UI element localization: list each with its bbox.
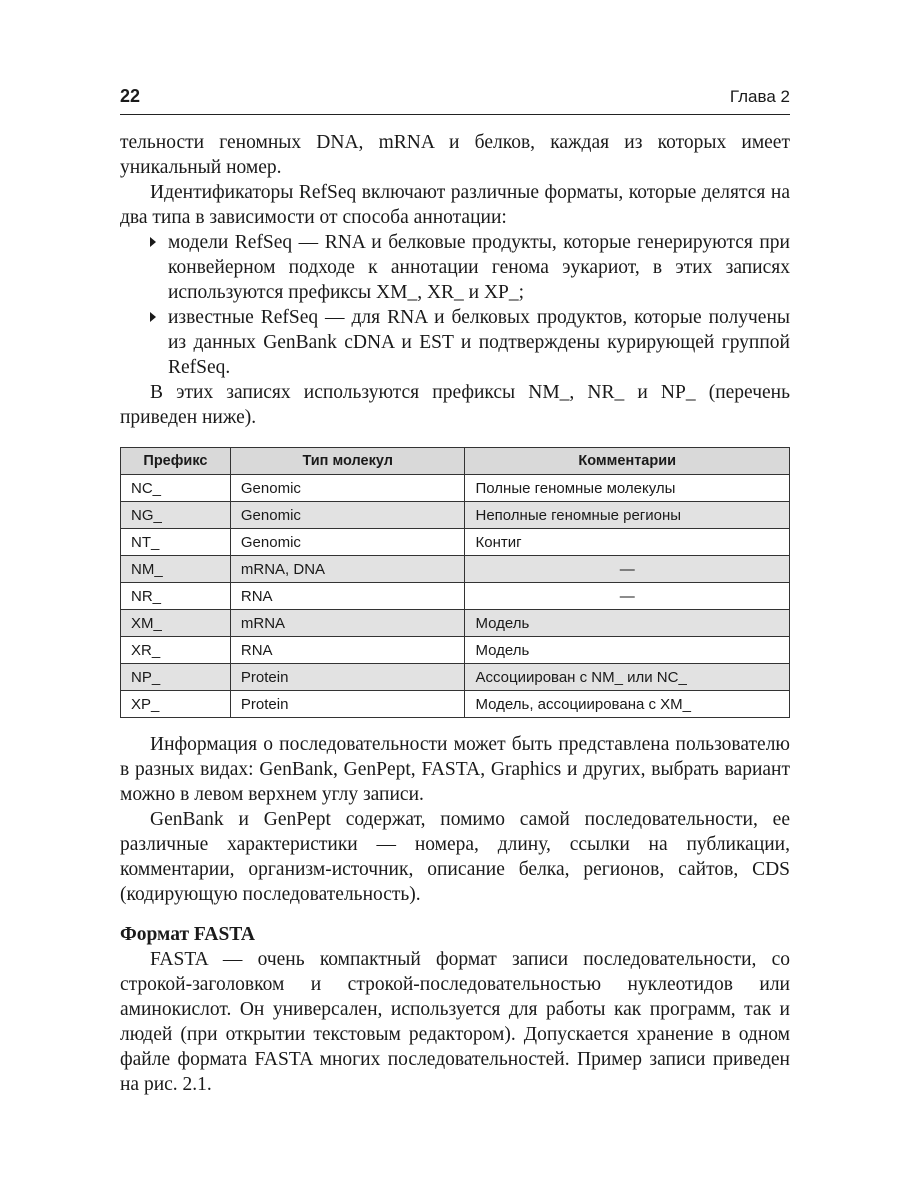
table-row [121,637,790,664]
table-row [121,610,790,637]
cell-molecule-type: Genomic [230,529,465,556]
cell-comment: — [465,583,790,610]
paragraph-prefixes: В этих записях используются префиксы NM_, NR_ и NP_ (перечень приведен ниже). [120,382,790,428]
book-page [120,84,790,1097]
table-row [121,556,790,583]
column-header-prefix: Префикс [121,448,231,475]
cell-comment: Ассоциирован с NM_ или NC_ [465,664,790,691]
cell-molecule-type: mRNA [230,610,465,637]
running-header [120,84,790,115]
column-header-comments: Комментарии [465,448,790,475]
list-item [150,230,790,305]
cell-comment: Модель, ассоциирована с XM_ [465,691,790,718]
paragraph-fasta: FASTA — очень компактный формат записи последовательности, со строкой-заголовком и строкой-последовательностью нуклеотидов или аминокислот. Он универсален, используется для работы как программ, так и людей (при открытии текстовым редактором). Допускается хранение в одном файле формата FASTA многих последовательностей. Пример записи приведен на рис. 2.1. [120,949,790,1095]
cell-molecule-type: mRNA, DNA [230,556,465,583]
cell-prefix: XR_ [121,637,231,664]
prefix-table [120,447,790,718]
triangle-bullet-icon [150,312,156,322]
table-header-row [121,448,790,475]
cell-prefix: NC_ [121,475,231,502]
cell-prefix: NG_ [121,502,231,529]
paragraph-refseq-formats: Идентификаторы RefSeq включают различные форматы, которые делятся на два типа в зависимости от способа аннотации: [120,182,790,228]
table-row [121,529,790,556]
list-item [150,305,790,380]
section-title: Формат FASTA [120,924,255,945]
cell-comment: Модель [465,637,790,664]
paragraph-genbank-genpept: GenBank и GenPept содержат, помимо самой последовательности, ее различные характеристики — номера, длину, ссылки на публикации, комментарии, организм-источник, описание белка, регионов, сайтов, CDS (кодирующую последовательность). [120,809,790,905]
column-header-molecule-type: Тип молекул [230,448,465,475]
cell-prefix: NP_ [121,664,231,691]
list-item-text: известные RefSeq — для RNA и белковых продуктов, которые получены из данных GenBank cDNA и EST и подтверждены курирующей группой RefSeq. [168,307,790,378]
table-row [121,583,790,610]
triangle-bullet-icon [150,237,156,247]
cell-molecule-type: Protein [230,691,465,718]
cell-comment: Неполные геномные регионы [465,502,790,529]
cell-prefix: XM_ [121,610,231,637]
body-text [120,130,790,1097]
chapter-title: Глава 2 [729,87,790,106]
cell-prefix: XP_ [121,691,231,718]
table-row [121,691,790,718]
table-row [121,502,790,529]
cell-comment: — [465,556,790,583]
bullet-list [120,230,790,380]
cell-comment: Полные геномные молекулы [465,475,790,502]
table-row [121,475,790,502]
cell-molecule-type: Protein [230,664,465,691]
cell-molecule-type: Genomic [230,475,465,502]
page-number: 22 [120,86,141,106]
cell-comment: Модель [465,610,790,637]
cell-prefix: NM_ [121,556,231,583]
table-row [121,664,790,691]
cell-molecule-type: RNA [230,637,465,664]
paragraph-views: Информация о последовательности может быть представлена пользователю в разных видах: GenBank, GenPept, FASTA, Graphics и других, выбрать вариант можно в левом верхнем углу записи. [120,734,790,805]
paragraph-continuation: тельности геномных DNA, mRNA и белков, каждая из которых имеет уникальный номер. [120,132,790,178]
cell-molecule-type: RNA [230,583,465,610]
cell-comment: Контиг [465,529,790,556]
list-item-text: модели RefSeq — RNA и белковые продукты, которые генерируются при конвейерном подходе к аннотации генома эукариот, в этих записях используются префиксы XM_, XR_ и XP_; [168,232,790,303]
cell-molecule-type: Genomic [230,502,465,529]
cell-prefix: NT_ [121,529,231,556]
cell-prefix: NR_ [121,583,231,610]
